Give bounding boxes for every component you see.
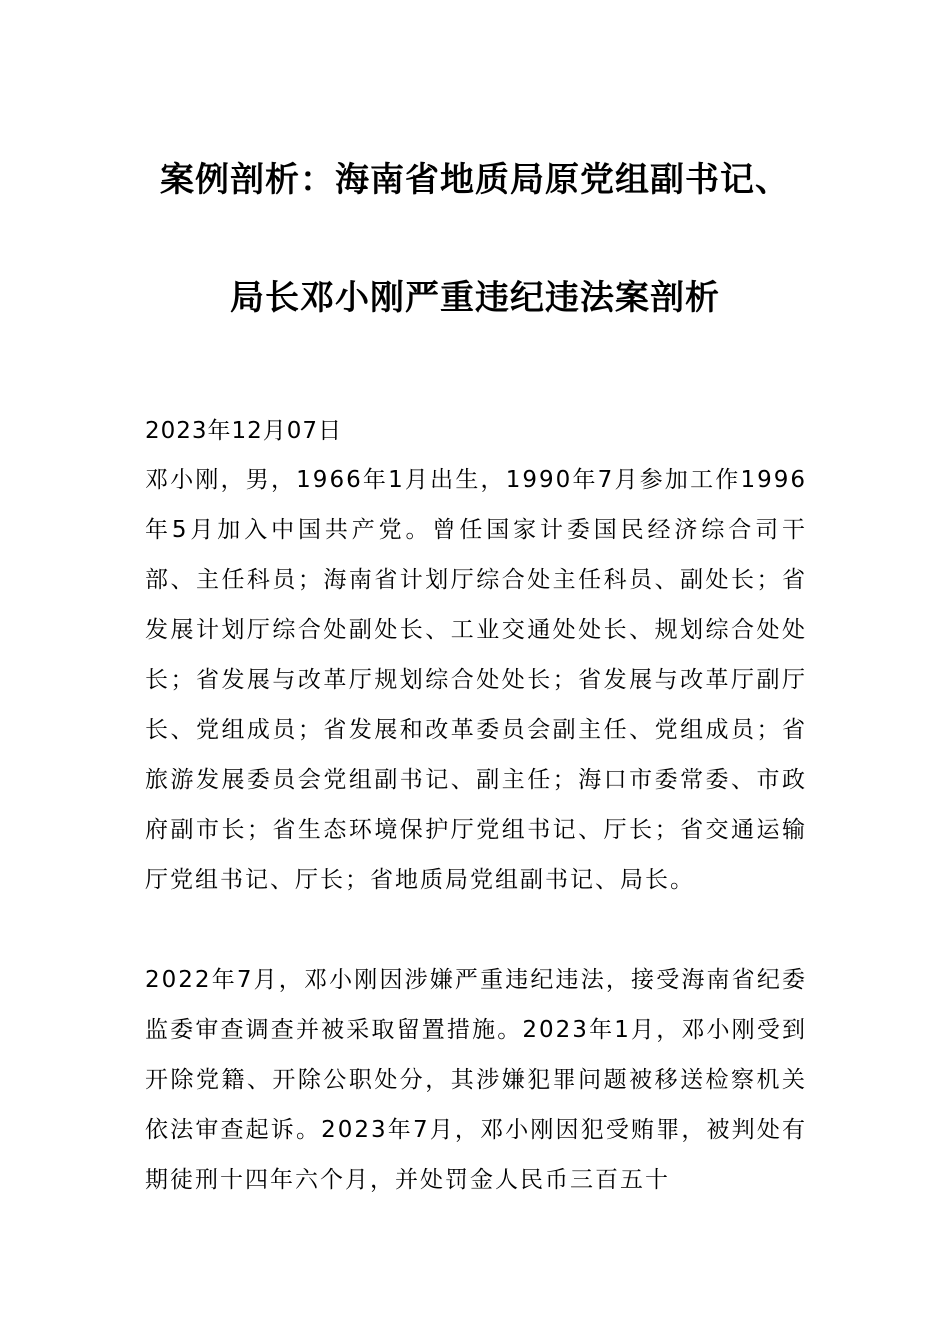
publish-date: 2023年12月07日	[145, 418, 343, 444]
document-title-line-2: 局长邓小刚严重违纪违法案剖析	[230, 278, 720, 318]
document-title-line-1: 案例剖析：海南省地质局原党组副书记、	[160, 160, 790, 200]
paragraph-case: 2022年7月，邓小刚因涉嫌严重违纪违法，接受海南省纪委监委审查调查并被采取留置措施。2023年1月，邓小刚受到开除党籍、开除公职处分，其涉嫌犯罪问题被移送检察机关依法审查起诉。2023年7月，邓小刚因犯受贿罪，被判处有期徒刑十四年六个月，并处罚金人民币三百五十	[145, 967, 807, 1193]
paragraph-profile: 邓小刚，男，1966年1月出生，1990年7月参加工作1996年5月加入中国共产党。曾任国家计委国民经济综合司干部、主任科员；海南省计划厅综合处主任科员、副处长；省发展计划厅综合处副处长、工业交通处处长、规划综合处处长；省发展与改革厅规划综合处处长；省发展与改革厅副厅长、党组成员；省发展和改革委员会副主任、党组成员；省旅游发展委员会党组副书记、副主任；海口市委常委、市政府副市长；省生态环境保护厅党组书记、厅长；省交通运输厅党组书记、厅长；省地质局党组副书记、局长。	[145, 467, 807, 893]
